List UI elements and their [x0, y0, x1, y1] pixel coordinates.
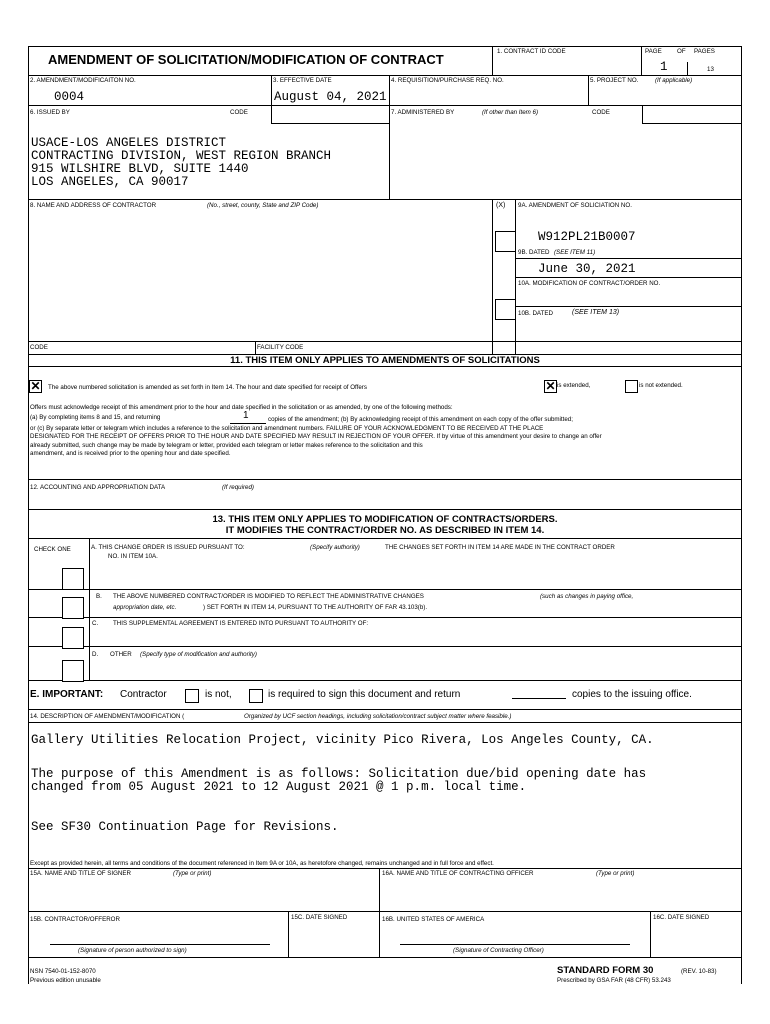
pages-label: PAGES: [694, 48, 715, 55]
option-d-hint: (Specify type of modification and authority): [140, 651, 257, 658]
option-d-checkbox[interactable]: [62, 660, 84, 682]
administered-by-label: 7. ADMINISTERED BY: [391, 109, 455, 116]
dated-10b-label: 10B. DATED: [518, 310, 553, 317]
accounting-hint: (If required): [222, 484, 254, 491]
is-not-label: is not,: [205, 689, 232, 700]
page-label: PAGE: [645, 48, 662, 55]
extended-label: is extended,: [557, 382, 591, 389]
pages-value[interactable]: 13: [707, 66, 714, 73]
check-one-label: CHECK ONE: [34, 546, 71, 553]
description-label: 14. DESCRIPTION OF AMENDMENT/MODIFICATION (: [30, 713, 185, 720]
not-extended-label: is not extended.: [639, 382, 683, 389]
issued-code-label: CODE: [230, 109, 248, 116]
amend-sol-checkbox[interactable]: [495, 231, 516, 252]
dated-10b-hint: (SEE ITEM 13): [572, 309, 620, 316]
option-c-checkbox[interactable]: [62, 627, 84, 649]
contractor-hint: (No., street, county, State and ZIP Code): [207, 202, 319, 209]
standard-form-label: STANDARD FORM 30: [557, 965, 654, 976]
contract-id-label: 1. CONTRACT ID CODE: [497, 48, 566, 55]
contractor-code-label: CODE: [30, 344, 48, 351]
amendment-no-label: 2. AMENDMENT/MODIFICAITON NO.: [30, 77, 136, 84]
copies-count[interactable]: 1: [243, 410, 249, 421]
is-not-checkbox[interactable]: [185, 689, 199, 703]
dated-9b-label: 9B. DATED: [518, 249, 550, 256]
contractor-signature-line[interactable]: [50, 944, 270, 945]
modification-checkbox[interactable]: [495, 299, 516, 320]
modification-label: 10A. MODIFICATION OF CONTRACT/ORDER NO.: [518, 280, 661, 287]
page-value[interactable]: 1: [660, 60, 668, 74]
option-d-label: D.: [92, 651, 99, 658]
important-label: E. IMPORTANT:: [30, 689, 104, 700]
option-a-checkbox[interactable]: [62, 568, 84, 590]
officer-name-hint: (Type or print): [596, 870, 635, 877]
administered-by-hint: (If other than Item 6): [482, 109, 539, 116]
facility-code-label: FACILITY CODE: [257, 344, 304, 351]
section-11-line6: already submitted, such change may be made by telegram or letter, provided each telegram or letter makes reference to the solicitation and this: [30, 442, 423, 449]
officer-signature-line[interactable]: [400, 944, 630, 945]
nsn-number: NSN 7540-01-152-8070: [30, 968, 96, 975]
x-column-label: (X): [496, 202, 506, 209]
description-line[interactable]: The purpose of this Amendment is as follows: Solicitation due/bid opening date has: [31, 767, 647, 781]
signer-name-hint: (Type or print): [173, 870, 212, 877]
section-11-line4: or (c) By separate letter or telegram which includes a reference to the solicitation and amendment numbers. FAILURE OF YOUR ACKNOWLEDGMENT TO BE RECEIVED AT THE PLACE: [30, 425, 544, 432]
officer-name-label: 16A. NAME AND TITLE OF CONTRACTING OFFICER: [382, 870, 534, 877]
united-states-label: 16B. UNITED STATES OF AMERICA: [382, 916, 485, 923]
description-hint: Organized by UCF section headings, including solicitation/contract subject matter where feasible.): [244, 713, 512, 720]
previous-edition-note: Previous edition unusable: [30, 977, 101, 984]
option-b-label: B.: [96, 593, 102, 600]
option-c-text: THIS SUPPLEMENTAL AGREEMENT IS ENTERED INTO PURSUANT TO AUTHORITY OF:: [113, 620, 369, 627]
important-contractor: Contractor: [120, 689, 167, 700]
section-11-line3a: (a) By completing items 8 and 15, and returning: [30, 414, 161, 421]
effective-date-value[interactable]: August 04, 2021: [274, 90, 387, 104]
contractor-label: 8. NAME AND ADDRESS OF CONTRACTOR: [30, 202, 157, 209]
section-11-line5: DESIGNATED FOR THE RECEIPT OF OFFERS PRIOR TO THE HOUR AND DATE SPECIFIED MAY RESULT IN REJECTION OF YOUR OFFER. If by virtue of this amendment your desire to change an offer: [30, 433, 602, 440]
date-signed-16c-label: 16C. DATE SIGNED: [653, 914, 710, 921]
section-13-title: 13. THIS ITEM ONLY APPLIES TO MODIFICATION OF CONTRACTS/ORDERS.: [212, 514, 558, 525]
date-signed-15c-label: 15C. DATE SIGNED: [291, 914, 348, 921]
option-b-checkbox[interactable]: [62, 597, 84, 619]
option-b-text: THE ABOVE NUMBERED CONTRACT/ORDER IS MODIFIED TO REFLECT THE ADMINISTRATIVE CHANGES: [113, 593, 424, 600]
section-11-line7: amendment, and is received prior to the opening hour and date specified.: [30, 450, 231, 457]
form-title: AMENDMENT OF SOLICITATION/MODIFICATION OF CONTRACT: [48, 52, 444, 67]
option-a-hint: (Specify authority): [310, 544, 360, 551]
contractor-offeror-label: 15B. CONTRACTOR/OFFEROR: [30, 916, 120, 923]
prescribed-by-label: Prescribed by GSA FAR (48 CFR) 53.243: [557, 977, 671, 984]
revision-label: (REV. 10-83): [681, 968, 717, 975]
not-extended-checkbox[interactable]: [625, 380, 638, 393]
option-b-hint2: appropriation date, etc.: [113, 604, 177, 611]
extended-checkbox[interactable]: ✕: [545, 379, 556, 393]
amend-sol-label: 9A. AMENDMENT OF SOLICIATION NO.: [518, 202, 632, 209]
effective-date-label: 3. EFFECTIVE DATE: [273, 77, 332, 84]
issued-by-label: 6. ISSUED BY: [30, 109, 70, 116]
is-required-checkbox[interactable]: [249, 689, 263, 703]
administered-code-label: CODE: [592, 109, 610, 116]
issuer-line[interactable]: 915 WILSHIRE BLVD, SUITE 1440: [31, 162, 249, 176]
option-a-text2: THE CHANGES SET FORTH IN ITEM 14 ARE MADE IN THE CONTRACT ORDER: [385, 544, 615, 551]
option-b-text2: ) SET FORTH IN ITEM 14, PURSUANT TO THE AUTHORITY OF FAR 43.103(b).: [203, 604, 428, 611]
amend-sol-value[interactable]: W912PL21B0007: [538, 230, 636, 244]
issuer-line[interactable]: CONTRACTING DIVISION, WEST REGION BRANCH: [31, 149, 332, 163]
dated-9b-value[interactable]: June 30, 2021: [538, 262, 636, 276]
section-13-subtitle: IT MODIFIES THE CONTRACT/ORDER NO. AS DESCRIBED IN ITEM 14.: [225, 525, 545, 536]
issuer-line[interactable]: LOS ANGELES, CA 90017: [31, 175, 189, 189]
section-11-line1: The above numbered solicitation is amended as set forth in Item 14. The hour and date specified for receipt of Offers: [48, 384, 367, 391]
section-11-line2: Offers must acknowledge receipt of this amendment prior to the hour and date specified in the solicitation or as amended, by one of the following methods:: [30, 404, 453, 411]
option-d-text: OTHER: [110, 651, 132, 658]
copies-blank-line[interactable]: [512, 698, 566, 699]
amendment-no-value[interactable]: 0004: [54, 90, 85, 104]
project-no-label: 5. PROJECT NO.: [590, 77, 639, 84]
signer-name-label: 15A. NAME AND TITLE OF SIGNER: [30, 870, 131, 877]
project-no-hint: (If applicable): [655, 77, 693, 84]
accounting-label: 12. ACCOUNTING AND APPROPRIATION DATA: [30, 484, 166, 491]
requisition-label: 4. REQUISITION/PURCHASE REQ. NO.: [391, 77, 504, 84]
dated-9b-hint: (SEE ITEM 11): [554, 249, 596, 256]
officer-signature-caption: (Signature of Contracting Officer): [453, 947, 544, 954]
copies-label: copies to the issuing office.: [572, 689, 692, 700]
option-c-label: C.: [92, 620, 99, 627]
issuer-line[interactable]: USACE-LOS ANGELES DISTRICT: [31, 136, 227, 150]
description-line[interactable]: See SF30 Continuation Page for Revisions.: [31, 820, 339, 834]
option-a-text: A. THIS CHANGE ORDER IS ISSUED PURSUANT TO:: [91, 544, 245, 551]
option-b-hint: (such as changes in paying office,: [540, 593, 634, 600]
description-line[interactable]: changed from 05 August 2021 to 12 August 2021 @ 1 p.m. local time.: [31, 780, 527, 794]
of-label: OF: [677, 48, 686, 55]
amended-checkbox[interactable]: ✕: [30, 379, 41, 393]
description-line[interactable]: Gallery Utilities Relocation Project, vicinity Pico Rivera, Los Angeles County, CA.: [31, 733, 654, 747]
terms-statement: Except as provided herein, all terms and conditions of the document referenced in Item 9A or 10A, as heretofore changed, remains unchanged and in full force and effect.: [30, 860, 494, 867]
section-11-line3b: copies of the amendment; (b) By acknowledging receipt of this amendment on each copy of the offer submitted;: [268, 416, 573, 423]
is-required-label: is required to sign this document and return: [268, 689, 461, 700]
option-a-text3: NO. IN ITEM 10A.: [108, 553, 158, 560]
section-11-title: 11. THIS ITEM ONLY APPLIES TO AMENDMENTS OF SOLICITATIONS: [230, 355, 540, 366]
contractor-signature-caption: (Signature of person authorized to sign): [78, 947, 187, 954]
